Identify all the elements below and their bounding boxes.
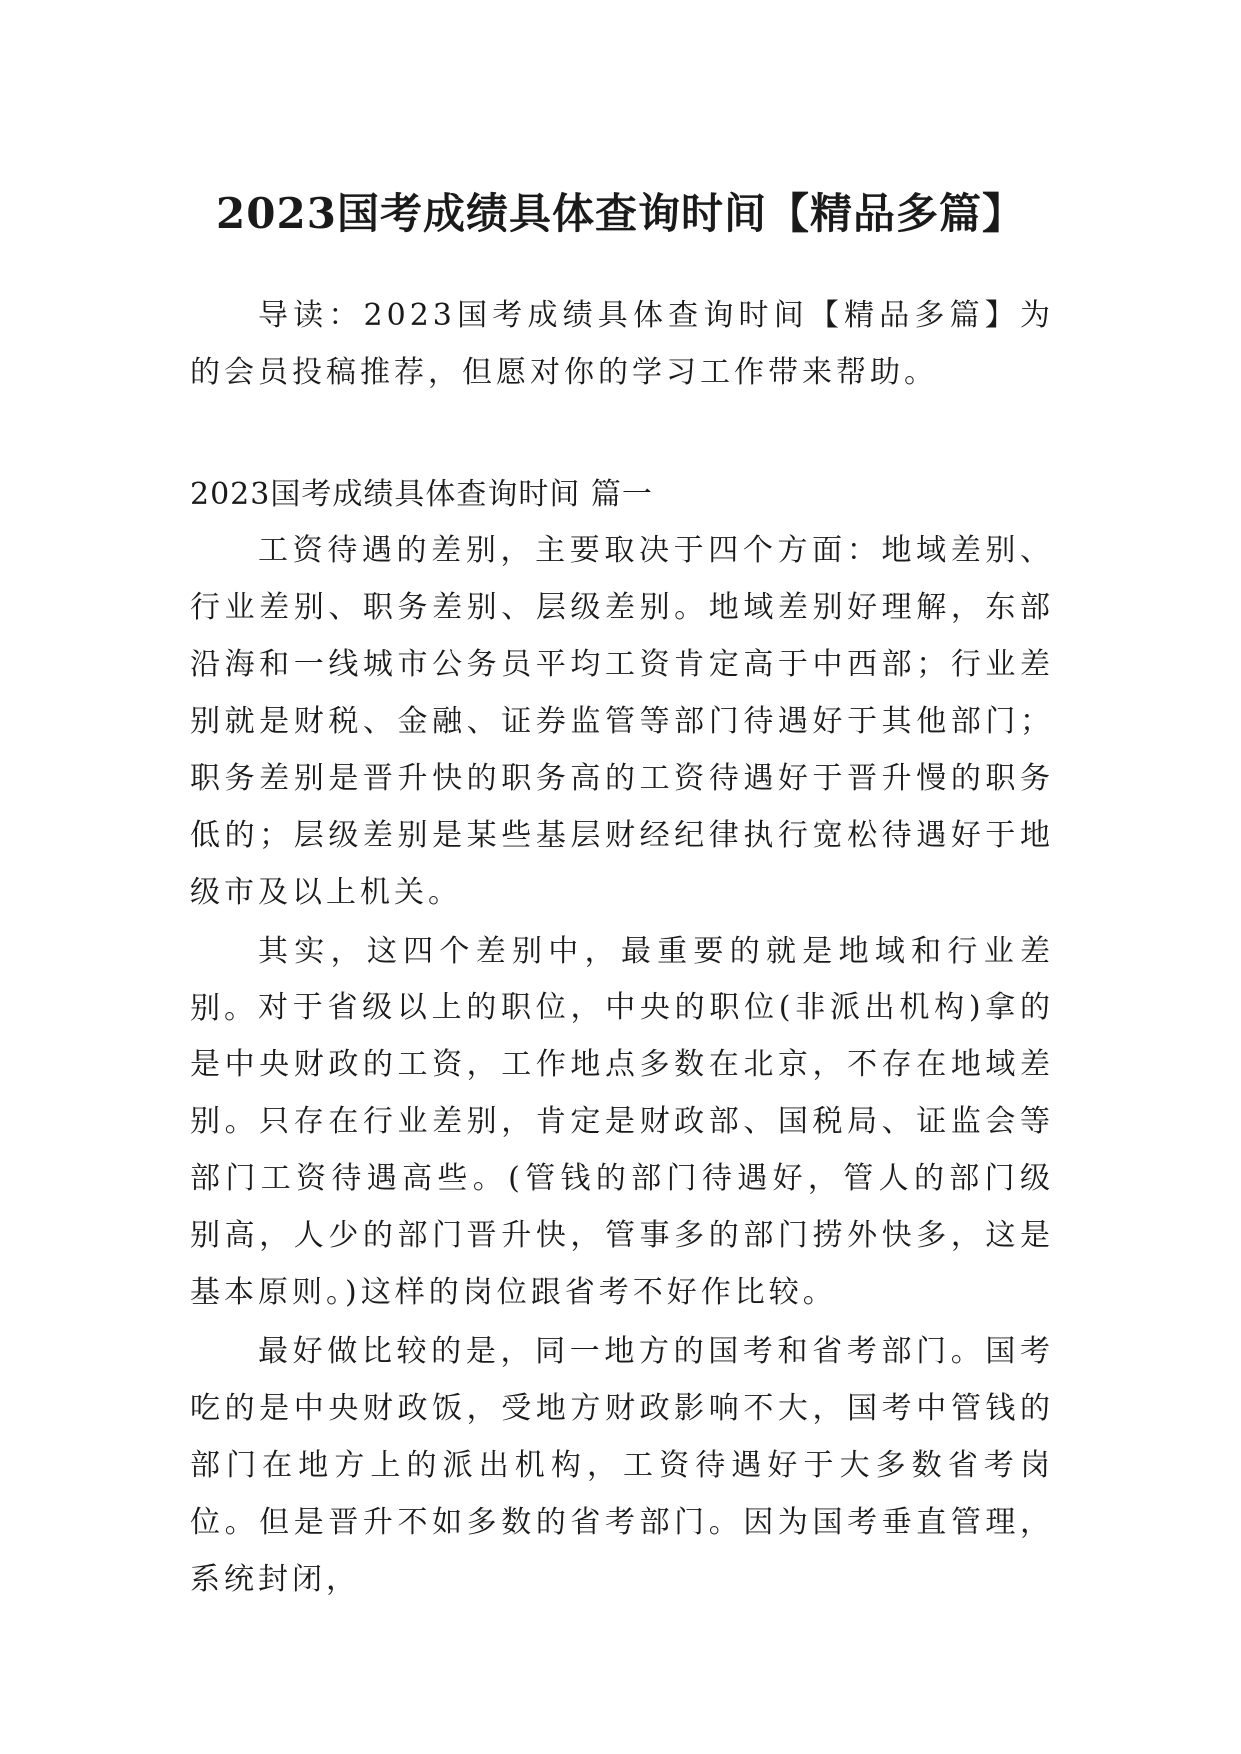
section-heading: 2023国考成绩具体查询时间 篇一 <box>190 477 653 512</box>
body-paragraph: 最好做比较的是，同一地方的国考和省考部门。国考吃的是中央财政饭，受地方财政影响不大，国考中管钱的部门在地方上的派出机构，工资待遇好于大多数省考岗位。但是晋升不如多数的省考部门。因为国考垂直管理，系统封闭， <box>190 1334 1054 1597</box>
body-paragraph: 工资待遇的差别，主要取决于四个方面：地域差别、行业差别、职务差别、层级差别。地域差别好理解，东部沿海和一线城市公务员平均工资肯定高于中西部；行业差别就是财税、金融、证券监管等部门待遇好于其他部门；职务差别是晋升快的职务高的工资待遇好于晋升慢的职务低的；层级差别是某些基层财经纪律执行宽松待遇好于地级市及以上机关。 <box>190 533 1054 910</box>
intro-paragraph: 导读：2023国考成绩具体查询时间【精品多篇】为的会员投稿推荐，但愿对你的学习工作带来帮助。 <box>190 298 1054 390</box>
body-paragraph: 其实，这四个差别中，最重要的就是地域和行业差别。 <box>190 934 1054 1026</box>
document-title: 2023国考成绩具体查询时间【精品多篇】 <box>216 189 1025 239</box>
body-paragraph: 对于省级以上的职位，中央的职位(非派出机构)拿的是中央财政的工资，工作地点多数在北京，不存在地域差别。只存在行业差别，肯定是财政部、国税局、证监会等部门工资待遇高些。(管钱的部门待遇好，管人的部门级别高，人少的部门晋升快，管事多的部门捞外快多，这是基本原则。)这样的岗位跟省考不好作比较。 <box>190 990 1054 1310</box>
